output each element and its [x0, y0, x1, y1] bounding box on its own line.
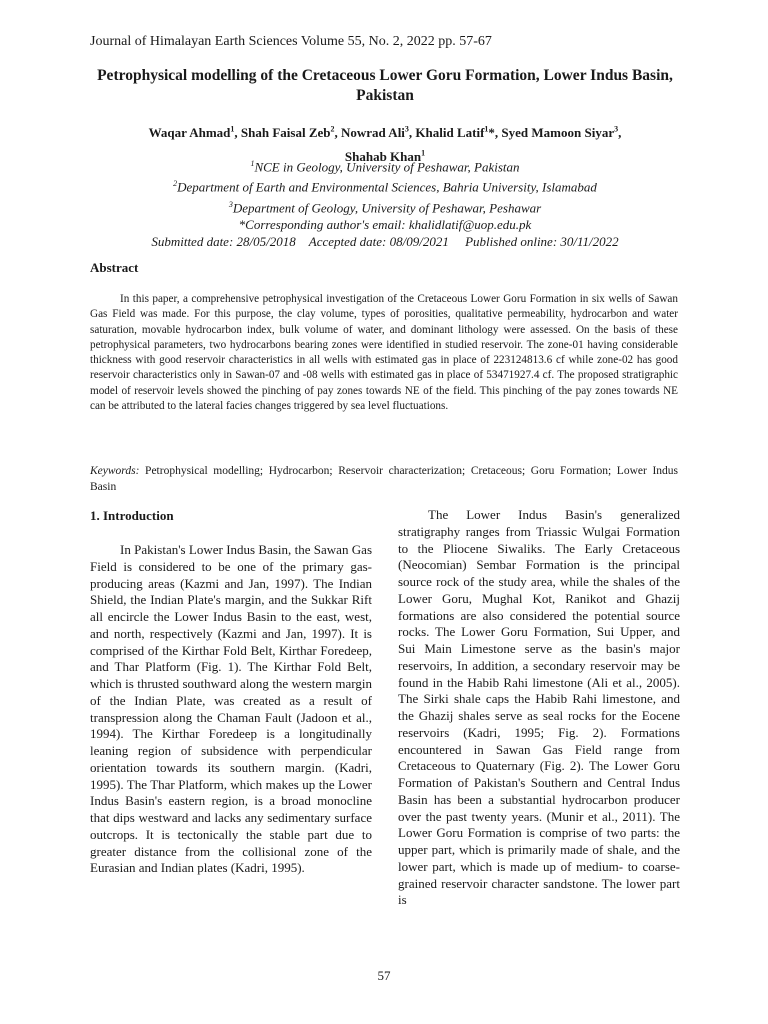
affiliations — [90, 155, 680, 250]
corresponding-email: *Corresponding author's email: khalidlatif@uop.edu.pk — [238, 216, 532, 232]
body-column-right: The Lower Indus Basin's generalized stratigraphy ranges from Triassic Wulgai Formation to the Pliocene Siwaliks. The Early Cretaceous (Neocomian) Sembar Formation is the principal source rock of the study area, while the shales of the Lower Goru, Mughal Kot, Ranikot and Ghazij formations are also considered the potential source rocks. The Lower Goru Formation, Sui Upper, and Sui Main Limestone serve as the basin's major reservoirs, In addition, a secondary reservoir may be found in the Habib Rahi limestone (Ali et al., 2005). The Sirki shale caps the Habib Rahi limestone, and the Ghazij shales serve as seal rocks for the Eocene reservoirs (Kadri, 1995; Fig. 2). Formations encountered in Sawan Gas Field range from Cretaceous to Quaternary (Fig. 2). The Lower Goru Formation of Pakistan's Southern and Central Indus Basin has been a substantial hydrocarbon producer over the past twenty years. (Munir et al., 2011). The Lower Goru Formation is comprise of two parts: the upper part, which is primarily made of shale, and the lower part, which is made up of medium- to coarse-grained reservoir character sandstone. The lower part is — [398, 507, 680, 908]
body-column-left: In Pakistan's Lower Indus Basin, the Sawan Gas Field is considered to be one of the primary gas-producing areas (Kazmi and Jan, 1997). The Indian Shield, the Indian Plate's margin, and the Sukkar Rift all encircle the Lower Indus Basin to the east, west, and north, respectively (Kazmi and Jan, 1997). It is comprised of the Kirthar Fold Belt, Kirthar Foredeep, and Thar Platform (Fig. 1). The Kirthar Fold Belt, which is thrusted southward along the western margin of the Indian Plate, was created as a result of transpression along the Chaman Fault (Jadoon et al., 1994). The Kirthar Foredeep is a longitudinally leaning region of subsidence with perpendicular orientation towards its southern margin. (Kadri, 1995). The Thar Platform, which makes up the Lower Indus Basin's eastern region, is a broad monocline that dips westward and lacks any sedimentary surface outcrops. It is tectonically the stable part due to greater distance from the collisional zone of the Eurasian and Indian plates (Kadri, 1995). — [90, 542, 372, 876]
journal-header: Journal of Himalayan Earth Sciences Volume 55, No. 2, 2022 pp. 57-67 — [90, 34, 492, 49]
author: Syed Mamoon Siyar$^3$, — [501, 125, 622, 141]
affiliation: $^3$Department of Geology, University of Peshawar, Peshawar — [228, 199, 542, 215]
abstract-body: In this paper, a comprehensive petrophysical investigation of the Cretaceous Lower Goru Formation in six wells of Sawan Gas Field was made. For this purpose, the clay volume, types of porosities, qualitative permeability, hydrocarbon and water saturation, movable hydrocarbon index, bulk volume of water, and dominant lithology were assessed. On the basis of these petrophysical parameters, two hydrocarbons bearing zones were identified in studied reservoir. The zone-01 having considerable thickness with good reservoir characteristics in all wells with estimated gas in place of 223124813.6 cf while zone-02 has good reservoir characteristics only in Sawan-07 and -08 wells with estimated gas in place of 53471927.4 cf. The proposed stratigraphic model of reservoir levels showed the pinching of pay zones towards NE of the field. This pinching of the pay zones towards NE can be attributed to the lateral facies changes triggered by sea level fluctuations. — [90, 293, 678, 413]
author: Nowrad Ali$^3$, — [341, 125, 416, 141]
keywords-text: Petrophysical modelling; Hydrocarbon; Reservoir characterization; Cretaceous; Goru Formation; Lower Indus Basin — [90, 465, 678, 493]
affiliation: $^1$NCE in Geology, University of Peshawar, Pakistan — [250, 159, 520, 175]
author: Khalid Latif$^1$*, — [415, 125, 502, 141]
paper-title: Petrophysical modelling of the Cretaceous Lower Goru Formation, Lower Indus Basin, Pakistan — [97, 67, 673, 104]
page-number: 57 — [377, 968, 391, 983]
submitted-date: Submitted date: 28/05/2018 — [151, 233, 296, 249]
keywords-label: Keywords: — [90, 465, 140, 477]
author: Waqar Ahmad$^1$, — [148, 125, 241, 141]
published-date: Published online: 30/11/2022 — [465, 233, 619, 249]
keywords — [90, 463, 678, 495]
abstract-heading: Abstract — [90, 260, 139, 275]
author: Shah Faisal Zeb$^2$, — [240, 125, 341, 141]
accepted-date: Accepted date: 08/09/2021 — [308, 233, 449, 249]
dates-line — [90, 233, 680, 250]
affiliation: $^2$Department of Earth and Environmental Sciences, Bahria University, Islamabad — [173, 179, 597, 195]
author: Shahab Khan$^1$ — [344, 148, 426, 164]
section-heading: 1. Introduction — [90, 508, 174, 523]
